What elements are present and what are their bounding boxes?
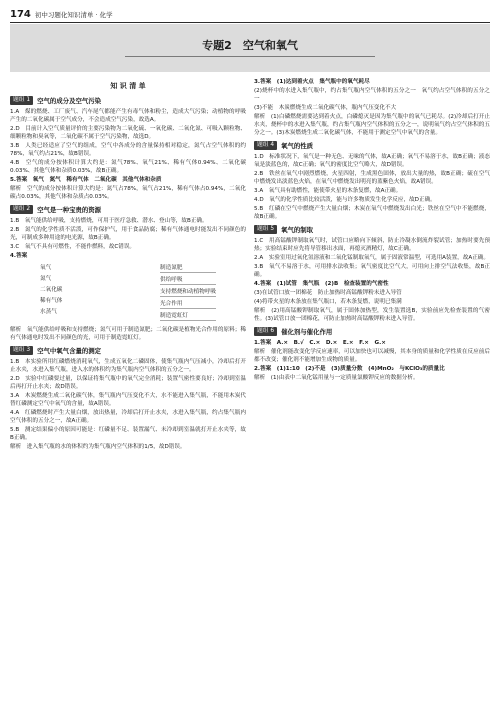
topic-1-header xyxy=(10,96,246,105)
map-left-column xyxy=(40,264,62,321)
answer-line: 3.答案 (1)达到着火点 集气瓶中的氧气耗尽 xyxy=(254,79,370,85)
map-item: 稀有气体 xyxy=(40,298,63,304)
right-column xyxy=(254,78,490,708)
topic-tag: 题组 5 xyxy=(254,225,277,234)
paragraph: 1.B 本实验所用红磷燃烧消耗氧气，生成五氧化二磷固体，使集气瓶内气压减小，冷却后打开止水夹，水进入集气瓶，进入水的体积约为集气瓶内空气体积的五分之一。 xyxy=(10,359,246,373)
chapter-rule xyxy=(125,56,375,57)
paragraph: (4)将带火星的木条放在集气瓶口，若木条复燃，说明已集满 xyxy=(254,299,402,305)
matching-diagram xyxy=(10,262,246,323)
topic-4-header xyxy=(254,141,490,150)
book-title: 初中习题化知识清单 · 化学 xyxy=(34,11,113,19)
paragraph: (3)不能 木炭燃烧生成二氧化碳气体，瓶内气压变化不大 xyxy=(254,105,397,111)
answer-line: 5.答案 氧气 氮气 稀有气体 二氧化碳 其他气体和杂质 xyxy=(10,177,162,183)
chapter-banner xyxy=(10,24,490,72)
topic-title: 空气中氧气含量的测定 xyxy=(37,346,102,355)
topic-5-header xyxy=(254,225,490,234)
paragraph: 3.B 氧气不易溶于水，可用排水法收集；氧气密度比空气大，可用向上排空气法收集，故B正确。 xyxy=(254,264,490,278)
paragraph: 解析 空气的成分按体积计算大约是：氮气占78%，氧气占21%，稀有气体占0.94%，二氧化碳占0.03%，其他气体和杂质占0.03%。 xyxy=(10,186,246,200)
topic-title: 催化剂与催化作用 xyxy=(281,327,333,336)
topic-title: 氧气的制取 xyxy=(281,225,314,234)
paragraph: 3.A 木炭燃烧生成二氧化碳气体，集气瓶内气压变化不大，水不能进入集气瓶，不能用木炭代替红磷测定空气中氧气的含量，故A错误。 xyxy=(10,393,246,407)
answer-line: 4.答案 xyxy=(10,253,28,259)
paragraph: 5.B 测定结果偏小的原因可能是：红磷量不足、装置漏气、未冷却到室温就打开止水夹等，故B正确。 xyxy=(10,427,246,441)
paragraph: 1.D 标准状况下，氧气是一种无色、无味的气体，故A正确；氧气不易溶于水，故B正确；液态氧是淡蓝色的，故C正确；氧气的密度比空气略大，故D错误。 xyxy=(254,154,490,168)
paragraph: 解析 进入集气瓶的水的体积约为集气瓶内空气体积的1/5，故D错误。 xyxy=(10,444,186,450)
left-column xyxy=(10,78,246,708)
topic-tag: 题组 2 xyxy=(10,205,33,214)
map-item: 支持燃烧和动植物呼吸 xyxy=(160,289,216,295)
map-item: 供给呼吸 xyxy=(160,276,216,285)
topic-tag: 题组 6 xyxy=(254,327,277,336)
answer-line: 4.答案 (1)试管 集气瓶 (2)B 检查装置的气密性 xyxy=(254,281,389,287)
paragraph: 2.B 氮气的化学性质不活泼，可作保护气，用于食品防腐；稀有气体通电时能发出不同颜色的光，可制成多种用途的电光源，故B正确。 xyxy=(10,227,246,241)
paragraph: 4.B 空气的成分按体积计算大约是：氮气78%、氧气21%、稀有气体0.94%、二氧化碳0.03%、其他气体和杂质0.03%，故B正确。 xyxy=(10,160,246,174)
paragraph: 解析 (2)用高锰酸钾制取氧气，属于固体加热型，发生装置选B，实验前应先检查装置的气密性。(3)试管口放一团棉花，可防止加热时高锰酸钾粉末进入导管。 xyxy=(254,308,490,322)
map-item: 光合作用 xyxy=(160,300,216,309)
paragraph: 解析 (1)白磷燃烧需要达到着火点，白磷熄灭是因为集气瓶中的氧气已耗尽。(2)冷却后打开止水夹，烧杯中的水进入集气瓶，约占集气瓶内空气体积的五分之一，说明氧气约占空气体积的五分之一。(3)木炭燃烧生成二氧化碳气体，不能用于测定空气中氧气的含量。 xyxy=(254,114,490,136)
map-item: 水蒸气 xyxy=(40,309,57,315)
page-header xyxy=(10,8,490,23)
topic-2-header xyxy=(10,205,246,214)
paragraph: 解析 催化剂能改变化学反应速率，可以加快也可以减慢，其本身的质量和化学性质在反应前后都不改变；催化剂不能增加生成物的质量。 xyxy=(254,349,490,363)
map-item: 氧气 xyxy=(40,265,52,271)
paragraph: 2.D 目前计入空气质量评价的主要污染物为二氧化硫、一氧化碳、二氧化氮、可吸入颗粒物、细颗粒物和臭氧等，二氧化碳不属于空气污染物，故选D。 xyxy=(10,126,246,140)
map-right-column xyxy=(160,264,216,321)
map-item: 制造霓虹灯 xyxy=(160,312,216,321)
paragraph: 2.A 实验室用过氧化氢溶液和二氧化锰制取氧气，属于固液常温型，可选用A装置，故A正确。 xyxy=(254,255,489,261)
map-item: 二氧化碳 xyxy=(40,287,63,293)
paragraph: 2.B 铁丝在氧气中剧烈燃烧，火星四射，生成黑色固体，放出大量的热，故B正确；硫在空气中燃烧发出淡蓝色火焰，在氧气中燃烧发出明亮的蓝紫色火焰，故A错误。 xyxy=(254,171,490,185)
paragraph: 5.B 红磷在空气中燃烧产生大量白烟；木炭在氧气中燃烧发出白光；铁丝在空气中不能燃烧，故B正确。 xyxy=(254,206,490,220)
paragraph: 2.D 实验中红磷要过量，以保证将集气瓶中的氧气完全消耗；装置气密性要良好；冷却到室温后再打开止水夹；故D错误。 xyxy=(10,376,246,390)
paragraph: 1.A 煤的燃烧、工厂废气、汽车尾气都能产生有毒气体和粉尘，造成大气污染；动植物的呼吸产生的二氧化碳属于空气成分，不会造成空气污染，故选A。 xyxy=(10,109,246,123)
map-item: 制造氮肥 xyxy=(160,264,216,273)
paragraph: 1.C 用高锰酸钾制取氧气时，试管口应略向下倾斜，防止冷凝水倒流炸裂试管；加热时要先预热；实验结束时应先将导管移出水面，再熄灭酒精灯，故C正确。 xyxy=(254,238,490,252)
paragraph: 3.C 氧气不具有可燃性，不能作燃料，故C错误。 xyxy=(10,244,136,250)
paragraph: 3.B 人类已经适应了空气的组成，空气中各成分的含量保持相对稳定，氮气占空气体积的约78%，氧气约占21%，故B错误。 xyxy=(10,143,246,157)
topic-tag: 题组 4 xyxy=(254,141,277,150)
paragraph: (3)在试管口放一团棉花 防止加热时高锰酸钾粉末进入导管 xyxy=(254,290,402,296)
paragraph: 4.A 红磷燃烧时产生大量白烟，放出热量，冷却后打开止水夹，水进入集气瓶，约占集气瓶内空气体积的五分之一，故A正确。 xyxy=(10,410,246,424)
paragraph: 解析 氧气能供给呼吸和支持燃烧；氮气可用于制造氮肥；二氧化碳是植物光合作用的原料；稀有气体通电时发出不同颜色的光，可用于制造霓虹灯。 xyxy=(10,327,246,341)
topic-title: 空气的成分及空气污染 xyxy=(37,96,102,105)
topic-title: 氧气的性质 xyxy=(281,141,314,150)
answer-line: 2.答案 (1)1:10 (2)不是 (3)质量分数 (4)MnO₂ 与KClO₃的质量比 xyxy=(254,366,445,372)
paragraph: 解析 (1)由表中二氧化锰用量与一定质量氯酸钾反应的数据分析。 xyxy=(254,375,419,381)
topic-3-header xyxy=(10,346,246,355)
paragraph: 4.D 氧气的化学性质比较活泼，能与许多物质发生化学反应，故D正确。 xyxy=(254,197,436,203)
section-subheading: 知 识 清 单 xyxy=(110,82,146,90)
answer-line: 1.答案 A.× B.√ C.× D.× E.× F.× G.× xyxy=(254,340,386,346)
topic-tag: 题组 1 xyxy=(10,96,33,105)
paragraph: (2)烧杯中的水进入集气瓶中，约占集气瓶内空气体积的五分之一 氧气约占空气体积的五分之一 xyxy=(254,88,490,102)
topic-title: 空气是一种宝贵的资源 xyxy=(37,205,102,214)
map-item: 氮气 xyxy=(40,276,52,282)
paragraph: 3.A 氧气具有助燃性，能使带火星的木条复燃，故A正确。 xyxy=(254,188,402,194)
chapter-title: 专题2 空气和氧气 xyxy=(202,39,298,52)
topic-tag: 题组 3 xyxy=(10,346,33,355)
page-number: 174 xyxy=(10,9,31,20)
paragraph: 1.B 氧气能供给呼吸，支持燃烧，可用于医疗急救、潜水、登山等，故B正确。 xyxy=(10,218,208,224)
topic-6-header xyxy=(254,327,490,336)
